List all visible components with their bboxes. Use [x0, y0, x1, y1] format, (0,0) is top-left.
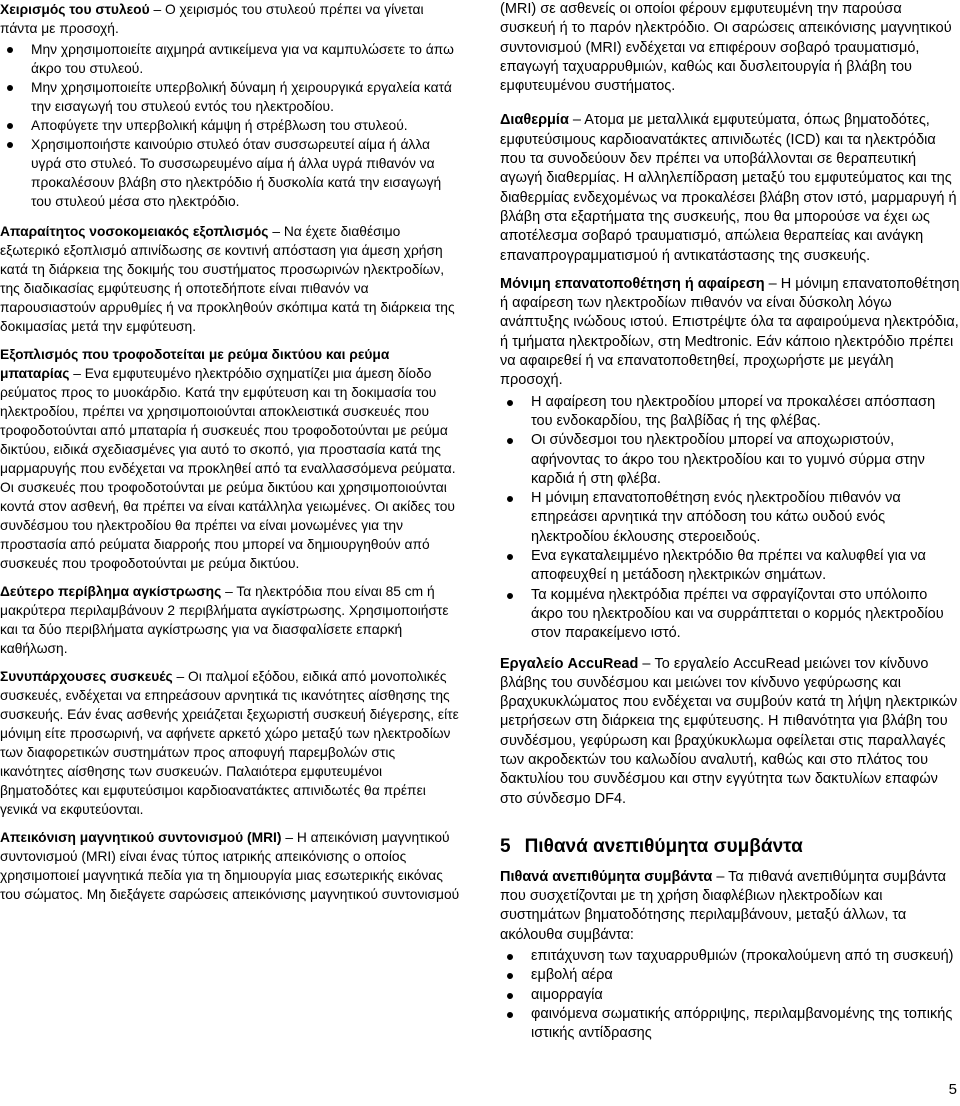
diathermy-paragraph: Διαθερμία – Ατομα με μεταλλικά εμφυτεύματα, όπως βηματοδότες, εμφυτεύσιμους καρδιοανατάκτες απινιδωτές (ICD) και τα ηλεκτρόδια που τα συνοδεύουν δεν πρέπει να υποβάλλονται σε θεραπευτική αγωγή διαθερμίας. Η αλληλεπίδραση μεταξύ του εμφυτεύματος και της διαθερμίας ενδεχομένως να προκαλέσει βλάβη στον ιστό, μαρμαρυγή ή βλάβη στα εξαρτήματα της συσκευής, που θα μπορούσε να έχει ως αποτέλεσμα σοβαρό τραυματισμό, απώλεια θεραπείας και ανάγκη επαναπρογραμματισμού ή αντικατάστασης της συσκευής.: [500, 112, 957, 264]
left-column: [0, 0, 460, 913]
list-item: Μην χρησιμοποιείτε αιχμηρά αντικείμενα για να καμπυλώσετε το άπω άκρο του στυλεού.: [0, 40, 460, 78]
page-number: 5: [948, 1081, 957, 1098]
accuread-paragraph: Εργαλείο AccuRead – Το εργαλείο AccuRead μειώνει τον κίνδυνο βλάβης του συνδέσμου και μειώνει τον κίνδυνο γεφύρωσης και βραχυκυκλώματος που ενδέχεται να συμβούν κατά τη λήψη ηλεκτρικών μετρήσεων στη διάρκεια της εμφύτευσης. Η πιθανότητα για βλάβη του συνδέσμου, γεφύρωση και βραχύκυκλωμα οφείλεται στις παραλλαγές των ακροδεκτών του καλωδίου αναλυτή, καθώς και στο πλάτος του δακτυλίου του συνδέσμου και στην εγγύτητα των δακτυλίων επαφών στο σύνδεσμο DF4.: [500, 655, 958, 807]
list-item: Οι σύνδεσμοι του ηλεκτροδίου μπορεί να αποχωριστούν, αφήνοντας το άκρο του ηλεκτροδίου και το γυμνό σύρμα στην καρδιά ή στη φλέβα.: [500, 431, 960, 489]
list-item: εμβολή αέρα: [500, 966, 960, 985]
concomitant-devices-paragraph: Συνυπάρχουσες συσκευές – Οι παλμοί εξόδου, ειδικά από μονοπολικές συσκευές, ενδέχεται να επηρεάσουν αρνητικά τις ικανότητες αίσθησης της συσκευής. Εάν ένας ασθενής χρειάζεται ξεχωριστή συσκευή διέγερσης, είτε μόνιμη είτε προσωρινή, να αφήνετε αρκετό χώρο μεταξύ των ηλεκτροδίων των διαφορετικών συστημάτων προς αποφυγή παρεμβολών στις ικανότητες αίσθησης των συσκευών. Παλαιότερα εμφυτευμένοι βηματοδότες και εμφυτεύσιμοι καρδιοανατάκτες απινιδωτές θα πρέπει γενικά να εκφυτεύονται.: [0, 669, 459, 817]
list-item: Η αφαίρεση του ηλεκτροδίου μπορεί να προκαλέσει απόσπαση του ενδοκαρδίου, της βαλβίδας ή της φλέβας.: [500, 393, 960, 432]
removal-paragraph: Μόνιμη επανατοποθέτηση ή αφαίρεση – Η μόνιμη επανατοποθέτηση ή αφαίρεση των ηλεκτροδίων πιθανόν να είναι δύσκολη λόγω ανάπτυξης ινώδους ιστού. Επιστρέψτε όλα τα αφαιρούμενα ηλεκτρόδια, ή τμήματα ηλεκτροδίων, στη Medtronic. Εάν κάποιο ηλεκτρόδιο πρέπει να αφαιρεθεί ή να επανατοποθετηθεί, προχωρήστε με μεγάλη προσοχή.: [500, 275, 960, 389]
stylet-handling-paragraph: Χειρισμός του στυλεού – Ο χειρισμός του στυλεού πρέπει να γίνεται πάντα με προσοχή.: [0, 2, 424, 36]
mri-paragraph: Απεικόνιση μαγνητικού συντονισμού (MRI) – Η απεικόνιση μαγνητικού συντονισμού (MRI) είναι ένας τύπος ιατρικής απεικόνισης ο οποίος χρησιμοποιεί μαγνητικά πεδία για τη δημιουργία μιας εσωτερικής εικόνας του σώματος. Μη διεξάγετε σαρώσεις απεικόνισης μαγνητικού συντονισμού: [0, 830, 460, 902]
list-item: επιτάχυνση των ταχυαρρυθμιών (προκαλούμενη από τη συσκευή): [500, 947, 960, 966]
list-item: Μην χρησιμοποιείτε υπερβολική δύναμη ή χειρουργικά εργαλεία κατά την εισαγωγή του στυλεού εντός του ηλεκτροδίου.: [0, 78, 460, 116]
section-title: Πιθανά ανεπιθύμητα συμβάντα: [524, 835, 803, 857]
mri-continued-paragraph: (MRI) σε ασθενείς οι οποίοι φέρουν εμφυτευμένη την παρούσα συσκευή ή το παρόν ηλεκτρόδιο. Οι σαρώσεις απεικόνισης μαγνητικού συντονισμού (MRI) ενδέχεται να επιφέρουν σοβαρό τραυματισμό, επαγωγή ταχυαρρυθμιών, καθώς και δυσλειτουργία ή βλάβη του εμφυτευμένου συστήματος.: [500, 1, 952, 95]
anchoring-sleeve-paragraph: Δεύτερο περίβλημα αγκίστρωσης – Τα ηλεκτρόδια που είναι 85 cm ή μακρύτερα περιλαμβάνουν 2 περιβλήματα αγκίστρωσης. Χρησιμοποιήστε και τα δύο περιβλήματα αγκίστρωσης για να διασφαλίσετε επαρκή καθήλωση.: [0, 584, 449, 656]
adverse-events-paragraph: Πιθανά ανεπιθύμητα συμβάντα – Τα πιθανά ανεπιθύμητα συμβάντα που συσχετίζονται με τη χρήση διαφλέβιων ηλεκτροδίων και συστημάτων βηματοδότησης περιλαμβάνουν, μεταξύ άλλων, τα ακόλουθα συμβάντα:: [500, 868, 946, 943]
list-item: Αποφύγετε την υπερβολική κάμψη ή στρέβλωση του στυλεού.: [0, 116, 460, 135]
section-heading: [500, 835, 960, 859]
list-item: Χρησιμοποιήστε καινούριο στυλεό όταν συσσωρευτεί αίμα ή άλλα υγρά στο στυλεό. Το συσσωρευμένο αίμα ή άλλα υγρά πιθανόν να προκαλέσουν βλάβη στο ηλεκτρόδιο ή δυσκολία κατά την εισαγωγή του στυλεού μέσα στο ηλεκτρόδιο.: [0, 135, 460, 211]
list-item: Τα κομμένα ηλεκτρόδια πρέπει να σφραγίζονται στο υπόλοιπο άκρο του ηλεκτροδίου και να συρράπτεται ο κορμός ηλεκτροδίου στον παρακείμενο ιστό.: [500, 586, 960, 644]
adverse-events-list: [500, 947, 960, 1043]
stylet-warnings-list: [0, 40, 460, 211]
powered-equipment-paragraph: Εξοπλισμός που τροφοδοτείται με ρεύμα δικτύου και ρεύμα μπαταρίας – Ενα εμφυτευμένο ηλεκτρόδιο σχηματίζει μια άμεση δίοδο ρεύματος προς το μυοκάρδιο. Κατά την εμφύτευση και τη δοκιμασία του ηλεκτροδίου, πρέπει να χρησιμοποιούνται αποκλειστικά συσκευές που τροφοδοτούνται από μπαταρία ή συσκευές που τροφοδοτούνται με ρεύμα δικτύου, ειδικά σχεδιασμένες για αυτό το σκοπό, για προστασία κατά της μαρμαρυγής που ενδέχεται να προκληθεί από τα εναλλασσόμενα ρεύματα. Οι συσκευές που τροφοδοτούνται με ρεύμα δικτύου και χρησιμοποιούνται κοντά στον ασθενή, θα πρέπει να είναι κατάλληλα γειωμένες. Οι ακίδες του συνδέσμου του ηλεκτροδίου θα πρέπει να είναι μονωμένες για την προστασία από ρεύματα διαρροής που μπορεί να δημιουργηθούν από συσκευές που τροφοδοτούνται με ρεύμα δικτύου.: [0, 347, 456, 571]
stylet-handling-term: Χειρισμός του στυλεού: [0, 2, 150, 17]
removal-list: [500, 393, 960, 644]
list-item: Η μόνιμη επανατοποθέτηση ενός ηλεκτροδίου πιθανόν να επηρεάσει αρνητικά την απόδοση του κάτω ουδού ενός ηλεκτροδίου έκλουσης στεροειδούς.: [500, 489, 960, 547]
list-item: αιμορραγία: [500, 986, 960, 1005]
list-item: φαινόμενα σωματικής απόρριψης, περιλαμβανομένης της τοπικής ιστικής αντίδρασης: [500, 1005, 960, 1044]
section-number: 5: [500, 835, 511, 857]
right-column: [500, 0, 960, 1055]
list-item: Ενα εγκαταλειμμένο ηλεκτρόδιο θα πρέπει να καλυφθεί για να αποφευχθεί η μετάδοση ηλεκτρικών σημάτων.: [500, 547, 960, 586]
hospital-equipment-paragraph: Απαραίτητος νοσοκομειακός εξοπλισμός – Να έχετε διαθέσιμο εξωτερικό εξοπλισμό απινίδωσης σε κοντινή απόσταση για άμεση χρήση κατά τη διάρκεια της δοκιμής του συστήματος προσωρινών ηλεκτροδίων, της διαδικασίας εμφύτευσης ή οποτεδήποτε είναι πιθανόν να παρουσιαστούν αρρυθμίες ή να προκληθούν σκόπιμα κατά τη διάρκεια της δοκιμασίας μετά την εμφύτευση.: [0, 224, 455, 334]
